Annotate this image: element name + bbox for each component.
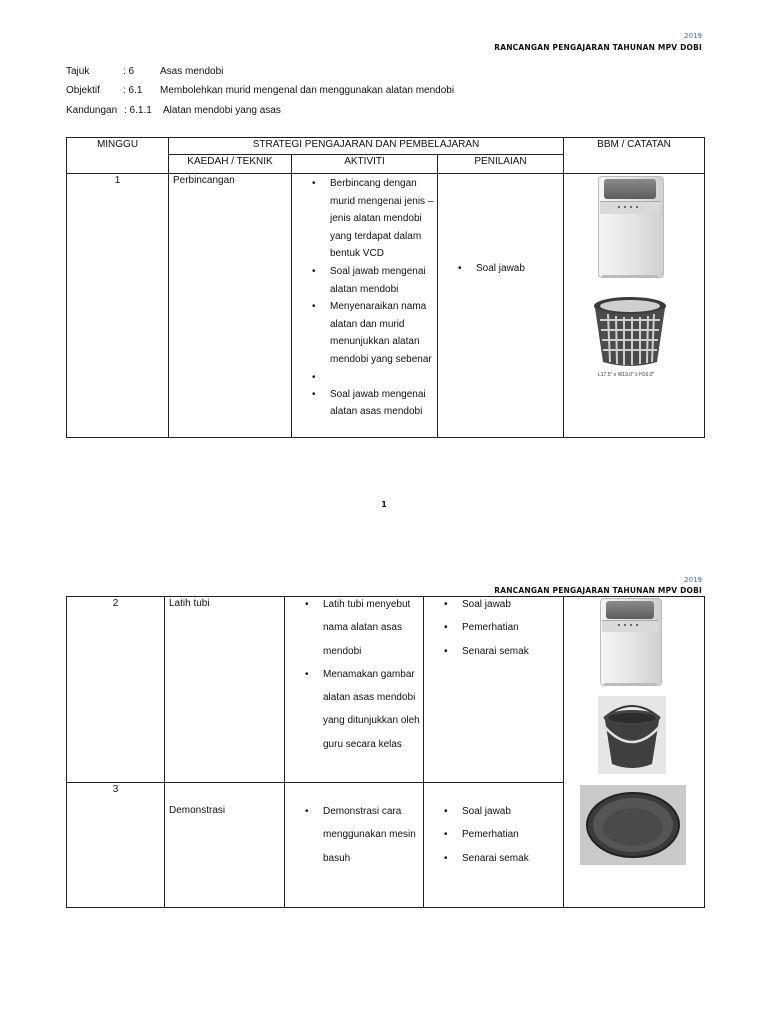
assessment-item: • Pemerhatian xyxy=(462,823,559,846)
cell-minggu: 1 xyxy=(67,174,169,438)
activity-item: • Latih tubi menyebut nama alatan asas mendobi xyxy=(323,593,421,663)
kandungan-label: Kandungan xyxy=(66,105,118,116)
cell-aktiviti xyxy=(285,597,424,783)
header-minggu: MINGGU xyxy=(67,138,169,174)
cell-kaedah: Perbincangan xyxy=(169,174,292,438)
cell-penilaian xyxy=(424,783,564,908)
page-number: 1 xyxy=(381,500,387,509)
activity-item: • Soal jawab mengenai alatan mendobi xyxy=(330,263,435,298)
header-year: 2019 xyxy=(684,576,702,584)
header-bbm: BBM / CATATAN xyxy=(564,138,705,174)
spacer xyxy=(330,369,435,386)
basin-icon xyxy=(580,785,686,865)
objektif-value: Membolehkan murid mengenal dan menggunakan alatan mendobi xyxy=(160,85,455,96)
activity-item: • Soal jawab mengenai alatan asas mendobi xyxy=(330,386,435,421)
activity-item: • Menamakan gambar alatan asas mendobi yang ditunjukkan oleh guru secara kelas xyxy=(323,663,421,756)
header-strategi: STRATEGI PENGAJARAN DAN PEMBELAJARAN xyxy=(169,138,564,155)
header-aktiviti: AKTIVITI xyxy=(292,155,438,174)
kandungan-number: : 6.1.1 xyxy=(124,105,152,116)
cell-aktiviti xyxy=(285,783,424,908)
assessment-item: • Senarai semak xyxy=(462,847,559,870)
header-kaedah: KAEDAH / TEKNIK xyxy=(169,155,292,174)
assessment-item: • Soal jawab xyxy=(462,593,559,616)
assessment-item: • Pemerhatian xyxy=(462,616,559,639)
cell-penilaian xyxy=(438,174,564,438)
washing-machine-icon xyxy=(598,176,666,280)
activity-item: • Demonstrasi cara menggunakan mesin basuh xyxy=(323,800,421,870)
cell-aktiviti xyxy=(292,174,438,438)
assessment-item: • Senarai semak xyxy=(462,640,559,663)
cell-kaedah: Demonstrasi xyxy=(165,783,285,908)
objektif-label: Objektif xyxy=(66,85,100,96)
header-title: RANCANGAN PENGAJARAN TAHUNAN MPV DOBI xyxy=(494,586,702,595)
cell-minggu: 3 xyxy=(67,783,165,908)
washing-machine-icon xyxy=(600,598,664,688)
header-title: RANCANGAN PENGAJARAN TAHUNAN MPV DOBI xyxy=(494,43,702,52)
cell-penilaian xyxy=(424,597,564,783)
objektif-number: : 6.1 xyxy=(123,85,143,96)
bucket-icon xyxy=(598,696,666,774)
tajuk-value: Asas mendobi xyxy=(160,66,224,77)
activity-item: • Menyenaraikan nama alatan dan murid menunjukkan alatan mendobi yang sebenar xyxy=(330,298,435,368)
laundry-basket-icon xyxy=(590,292,670,370)
activity-item: • Berbincang dengan murid mengenai jenis – jenis alatan mendobi yang terdapat dalam bentuk VCD xyxy=(330,175,435,263)
assessment-item: • Soal jawab xyxy=(476,260,559,278)
cell-minggu: 2 xyxy=(67,597,165,783)
kandungan-value: Alatan mendobi yang asas xyxy=(163,105,281,116)
tajuk-number: : 6 xyxy=(123,66,135,77)
cell-kaedah: Latih tubi xyxy=(165,597,285,783)
header-year: 2019 xyxy=(684,32,702,40)
header-penilaian: PENILAIAN xyxy=(438,155,564,174)
tajuk-label: Tajuk xyxy=(66,66,90,77)
basket-caption: L17.5" x W13.0" x H16.0" xyxy=(598,372,655,378)
assessment-item: • Soal jawab xyxy=(462,800,559,823)
